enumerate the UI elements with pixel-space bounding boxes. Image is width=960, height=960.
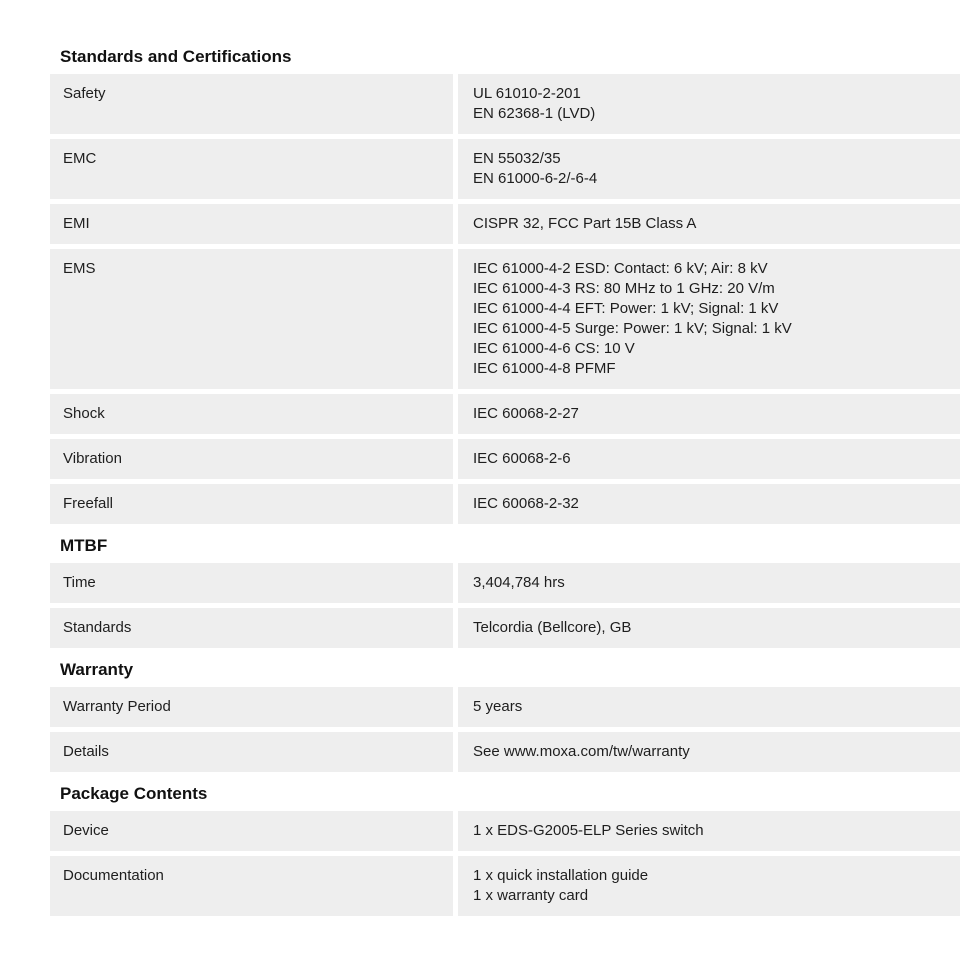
spec-row-documentation <box>50 856 960 916</box>
section-title: Package Contents <box>60 784 208 803</box>
spec-row-standards <box>50 608 960 648</box>
spec-document <box>50 40 960 921</box>
spec-value <box>458 608 960 648</box>
spec-row-time <box>50 563 960 603</box>
spec-row-emc <box>50 139 960 199</box>
spec-value-line: CISPR 32, FCC Part 15B Class A <box>473 215 697 232</box>
section-warranty <box>50 653 960 772</box>
section-mtbf <box>50 529 960 648</box>
spec-value-line: IEC 61000-4-2 ESD: Contact: 6 kV; Air: 8 kV <box>473 260 768 277</box>
spec-label: EMI <box>50 204 453 244</box>
section-package-contents <box>50 777 960 916</box>
spec-row-safety <box>50 74 960 134</box>
spec-row-vibration <box>50 439 960 479</box>
spec-value <box>458 439 960 479</box>
spec-value-line: EN 55032/35 <box>473 150 561 167</box>
spec-value-line: IEC 60068-2-27 <box>473 405 579 422</box>
warranty-link: See www.moxa.com/tw/warranty <box>473 743 690 760</box>
spec-value-line: EN 62368-1 (LVD) <box>473 105 596 122</box>
spec-row-shock <box>50 394 960 434</box>
spec-row-ems <box>50 249 960 389</box>
spec-label: Documentation <box>50 856 453 916</box>
spec-value-line: IEC 61000-4-3 RS: 80 MHz to 1 GHz: 20 V/m <box>473 280 775 297</box>
spec-label: Warranty Period <box>50 687 453 727</box>
spec-label: Time <box>50 563 453 603</box>
spec-value-line: 1 x EDS-G2005-ELP Series switch <box>473 822 704 839</box>
spec-label: Vibration <box>50 439 453 479</box>
spec-row-freefall <box>50 484 960 524</box>
spec-value <box>458 204 960 244</box>
spec-label: Details <box>50 732 453 772</box>
spec-label: Shock <box>50 394 453 434</box>
spec-value-line: IEC 61000-4-5 Surge: Power: 1 kV; Signal: 1 kV <box>473 320 792 337</box>
spec-row-warranty-period <box>50 687 960 727</box>
spec-value-line: 3,404,784 hrs <box>473 574 565 591</box>
spec-value-line: 1 x warranty card <box>473 887 589 904</box>
section-title: Warranty <box>60 660 134 679</box>
spec-label: Freefall <box>50 484 453 524</box>
spec-value <box>458 811 960 851</box>
spec-value-line: Telcordia (Bellcore), GB <box>473 619 632 636</box>
spec-value-line: IEC 61000-4-8 PFMF <box>473 360 616 377</box>
spec-row-device <box>50 811 960 851</box>
spec-value-line: UL 61010-2-201 <box>473 85 581 102</box>
spec-label: EMC <box>50 139 453 199</box>
section-standards-certifications <box>50 40 960 524</box>
spec-label: Device <box>50 811 453 851</box>
section-title: Standards and Certifications <box>60 47 292 66</box>
spec-value-line: IEC 60068-2-32 <box>473 495 579 512</box>
spec-value-line: IEC 61000-4-4 EFT: Power: 1 kV; Signal: 1 kV <box>473 300 779 317</box>
spec-value <box>458 394 960 434</box>
spec-value <box>458 732 960 772</box>
spec-value <box>458 563 960 603</box>
spec-value <box>458 484 960 524</box>
spec-value <box>458 74 960 134</box>
spec-value <box>458 687 960 727</box>
spec-value <box>458 249 960 389</box>
spec-label: EMS <box>50 249 453 389</box>
spec-value-line: 5 years <box>473 698 523 715</box>
spec-value-line: 1 x quick installation guide <box>473 867 649 884</box>
spec-label: Safety <box>50 74 453 134</box>
spec-row-details <box>50 732 960 772</box>
section-title: MTBF <box>60 536 108 555</box>
spec-value <box>458 856 960 916</box>
spec-value-line: EN 61000-6-2/-6-4 <box>473 170 598 187</box>
spec-label: Standards <box>50 608 453 648</box>
spec-row-emi <box>50 204 960 244</box>
spec-value-line: IEC 61000-4-6 CS: 10 V <box>473 340 635 357</box>
spec-value-line: IEC 60068-2-6 <box>473 450 571 467</box>
spec-value <box>458 139 960 199</box>
